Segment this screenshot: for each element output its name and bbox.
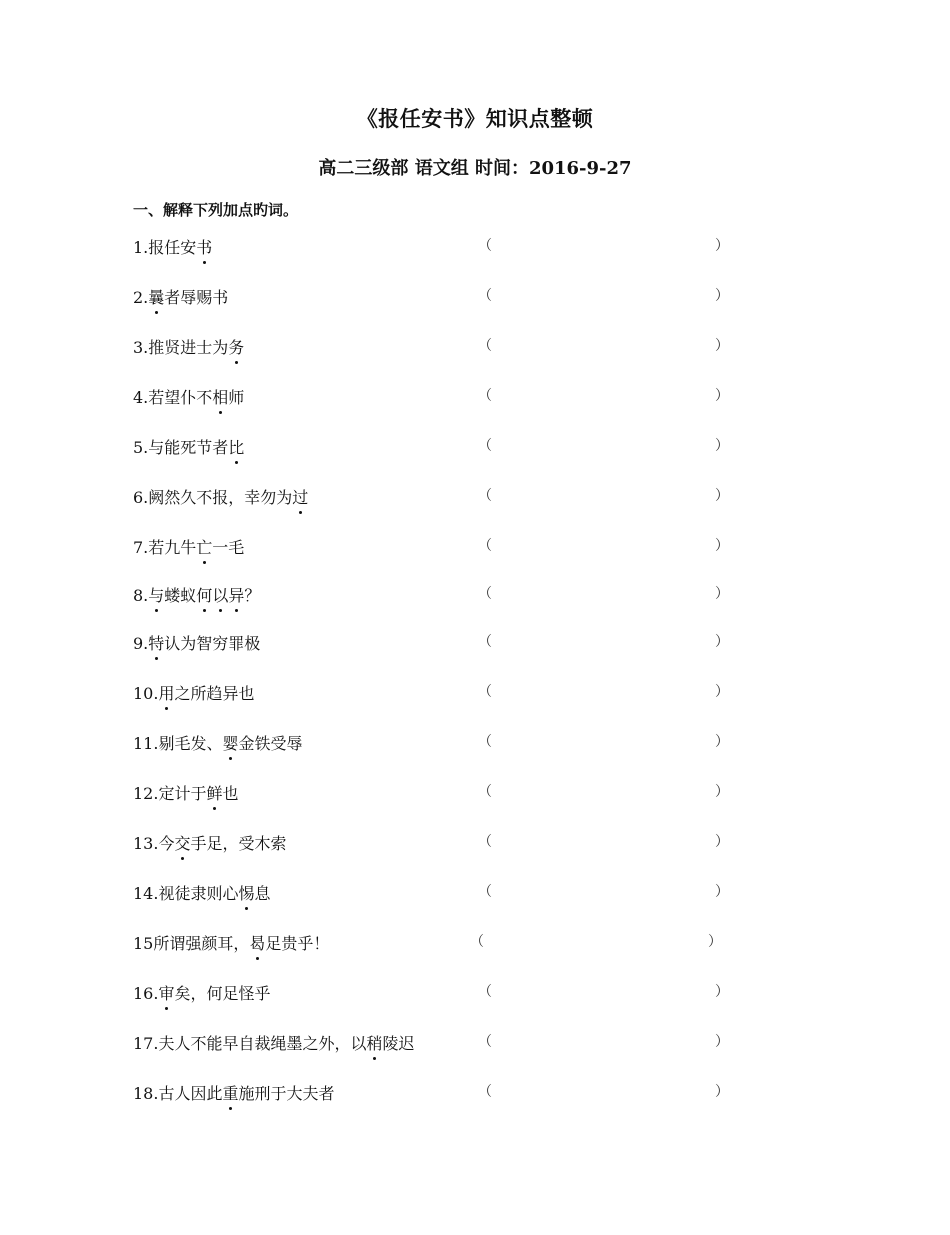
dotted-char: 务 bbox=[228, 335, 244, 358]
question-text: 16.审矣，何足怪乎 bbox=[133, 981, 270, 1004]
answer-close-paren: ） bbox=[715, 488, 729, 504]
answer-close-paren: ） bbox=[715, 834, 729, 850]
dotted-char: 婴 bbox=[222, 731, 238, 754]
answer-close-paren: ） bbox=[715, 288, 729, 304]
question-text: 17.夫人不能早自裁绳墨之外，以稍陵迟 bbox=[133, 1031, 414, 1054]
answer-open-paren: （ bbox=[478, 834, 492, 850]
question-16 bbox=[133, 981, 753, 1005]
document-title: 《报任安书》知识点整顿 bbox=[356, 106, 594, 131]
dotted-char: 重 bbox=[222, 1081, 238, 1104]
answer-open-paren: （ bbox=[478, 734, 492, 750]
answer-open-paren: （ bbox=[478, 1084, 492, 1100]
question-text: 4.若望仆不相师 bbox=[133, 385, 244, 408]
question-6 bbox=[133, 485, 753, 509]
question-text: 11.剔毛发、婴金铁受辱 bbox=[133, 731, 302, 754]
answer-open-paren: （ bbox=[478, 984, 492, 1000]
answer-open-paren: （ bbox=[478, 634, 492, 650]
dotted-char: 用 bbox=[158, 681, 174, 704]
question-text: 1.报任安书 bbox=[133, 235, 212, 258]
question-5 bbox=[133, 435, 753, 459]
dotted-char: 特 bbox=[148, 631, 164, 654]
dotted-char: 审 bbox=[158, 981, 174, 1004]
answer-open-paren: （ bbox=[470, 934, 484, 950]
answer-open-paren: （ bbox=[478, 438, 492, 454]
answer-close-paren: ） bbox=[715, 438, 729, 454]
question-10 bbox=[133, 681, 753, 705]
answer-close-paren: ） bbox=[715, 634, 729, 650]
answer-open-paren: （ bbox=[478, 586, 492, 602]
answer-open-paren: （ bbox=[478, 1034, 492, 1050]
answer-close-paren: ） bbox=[715, 1084, 729, 1100]
answer-open-paren: （ bbox=[478, 684, 492, 700]
question-3 bbox=[133, 335, 753, 359]
answer-open-paren: （ bbox=[478, 538, 492, 554]
answer-open-paren: （ bbox=[478, 238, 492, 254]
section-heading: 一、解释下列加点旳词。 bbox=[133, 201, 299, 219]
dotted-char: 惕 bbox=[238, 881, 254, 904]
question-text: 6.阙然久不报，幸勿为过 bbox=[133, 485, 308, 508]
answer-close-paren: ） bbox=[715, 238, 729, 254]
question-12 bbox=[133, 781, 753, 805]
answer-close-paren: ） bbox=[708, 934, 722, 950]
answer-close-paren: ） bbox=[715, 984, 729, 1000]
answer-open-paren: （ bbox=[478, 784, 492, 800]
answer-open-paren: （ bbox=[478, 884, 492, 900]
question-7 bbox=[133, 535, 753, 559]
question-text: 14.视徒隶则心惕息 bbox=[133, 881, 270, 904]
answer-close-paren: ） bbox=[715, 684, 729, 700]
question-4 bbox=[133, 385, 753, 409]
answer-close-paren: ） bbox=[715, 338, 729, 354]
question-text: 7.若九牛亡一毛 bbox=[133, 535, 244, 558]
dotted-char: 曩 bbox=[148, 285, 164, 308]
dotted-char: 交 bbox=[174, 831, 190, 854]
dotted-char: 以 bbox=[212, 583, 228, 606]
question-9 bbox=[133, 631, 753, 655]
dotted-char: 书 bbox=[196, 235, 212, 258]
question-text: 13.今交手足，受木索 bbox=[133, 831, 286, 854]
answer-close-paren: ） bbox=[715, 388, 729, 404]
question-text: 15所谓强颜耳，曷足贵乎！ bbox=[133, 931, 329, 954]
answer-close-paren: ） bbox=[715, 784, 729, 800]
answer-open-paren: （ bbox=[478, 388, 492, 404]
answer-close-paren: ） bbox=[715, 734, 729, 750]
dotted-char: 鲜 bbox=[206, 781, 222, 804]
dotted-char: 曷 bbox=[249, 931, 265, 954]
dotted-char: 异 bbox=[228, 583, 244, 606]
question-1 bbox=[133, 235, 753, 259]
question-text: 10.用之所趋异也 bbox=[133, 681, 254, 704]
dotted-char: 亡 bbox=[196, 535, 212, 558]
question-text: 18.古人因此重施刑于大夫者 bbox=[133, 1081, 334, 1104]
question-15 bbox=[133, 931, 753, 955]
dotted-char: 相 bbox=[212, 385, 228, 408]
answer-close-paren: ） bbox=[715, 586, 729, 602]
dotted-char: 比 bbox=[228, 435, 244, 458]
question-text: 2.曩者辱赐书 bbox=[133, 285, 228, 308]
question-8 bbox=[133, 583, 753, 607]
dotted-char: 过 bbox=[292, 485, 308, 508]
dotted-char: 何 bbox=[196, 583, 212, 606]
question-11 bbox=[133, 731, 753, 755]
question-17 bbox=[133, 1031, 753, 1055]
dotted-char: 与 bbox=[148, 583, 164, 606]
question-text: 5.与能死节者比 bbox=[133, 435, 244, 458]
document-subtitle: 高二三级部 语文组 时间：2016-9-27 bbox=[318, 158, 632, 179]
question-text: 9.特认为智穷罪极 bbox=[133, 631, 260, 654]
question-14 bbox=[133, 881, 753, 905]
answer-close-paren: ） bbox=[715, 538, 729, 554]
answer-open-paren: （ bbox=[478, 488, 492, 504]
dotted-char: 稍 bbox=[366, 1031, 382, 1054]
answer-open-paren: （ bbox=[478, 338, 492, 354]
question-text: 3.推贤进士为务 bbox=[133, 335, 244, 358]
question-text: 12.定计于鲜也 bbox=[133, 781, 238, 804]
question-text: 8.与蝼蚁何以异？ bbox=[133, 583, 260, 606]
question-18 bbox=[133, 1081, 753, 1105]
answer-close-paren: ） bbox=[715, 1034, 729, 1050]
question-2 bbox=[133, 285, 753, 309]
answer-close-paren: ） bbox=[715, 884, 729, 900]
question-13 bbox=[133, 831, 753, 855]
answer-open-paren: （ bbox=[478, 288, 492, 304]
